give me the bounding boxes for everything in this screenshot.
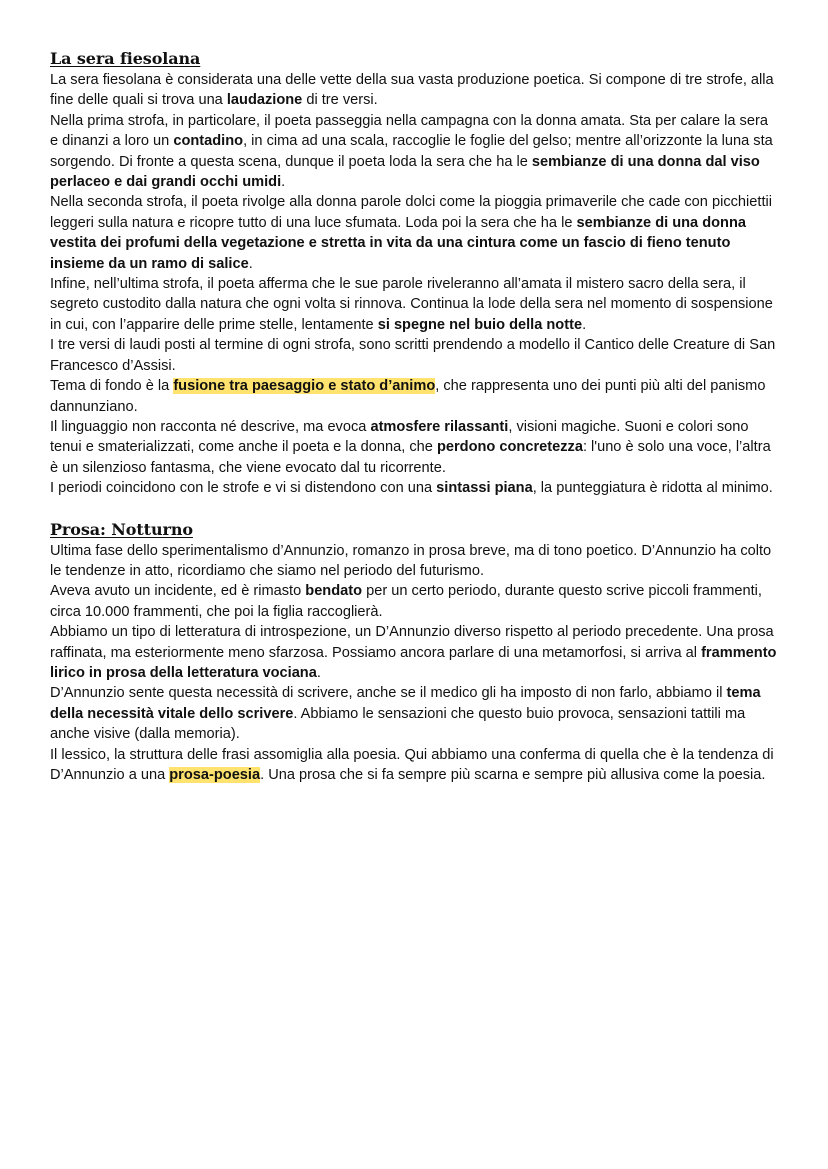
text-run: . [316, 664, 321, 681]
text-run: Nella prima strofa, in particolare, il poeta passeggia nella campagna con la donna amata. Sta per calare la sera e dinanzi a loro un [50, 112, 768, 150]
text-run: di tre versi. [302, 92, 378, 109]
text-run: La sera fiesolana è considerata una delle vette della sua vasta produzione poetica. Si compone di tre strofe, alla fine delle quali si trova una [50, 72, 774, 109]
section-spacer [50, 499, 780, 519]
text-run: per un certo periodo, durante questo scrive piccoli frammenti, circa 10.000 frammenti, che poi la figlia raccoglierà. [50, 583, 762, 620]
text-run: . [248, 255, 253, 272]
bold-text: frammento lirico in prosa della letteratura vociana [50, 644, 777, 681]
bold-text: si spegne nel buio della notte [377, 316, 583, 333]
text-run: Il lessico, la struttura delle frasi assomiglia alla poesia. Qui abbiamo una conferma di quella che è la tendenza di D’Annunzio a una [50, 746, 774, 783]
section-title-sera-fiesolana: La sera fiesolana [50, 49, 201, 68]
paragraph [50, 417, 780, 478]
text-run: Abbiamo un tipo di letteratura di introspezione, un D’Annunzio diverso rispetto al periodo precedente. Una prosa raffinata, ma esteriormente meno sfarzosa. Possiamo ancora parlare di una metamorfosi, si arriva al [50, 624, 774, 661]
paragraph: Ultima fase dello sperimentalismo d’Annunzio, romanzo in prosa breve, ma di tono poetico. D’Annunzio ha colto le tendenze in atto, ricordiamo che siamo nel periodo del futurismo. [50, 542, 772, 579]
text-run: , visioni magiche. Suoni e colori sono tenui e smaterializzati, come anche il poeta e la donna, che [50, 418, 749, 456]
paragraph [50, 274, 780, 335]
paragraph [50, 70, 780, 111]
bold-text: contadino [173, 133, 244, 150]
bold-text: perdono concretezza [436, 439, 583, 456]
paragraph [50, 111, 780, 193]
text-run: . [281, 174, 286, 191]
bold-text: atmosfere rilassanti [370, 418, 509, 435]
text-run: D’Annunzio sente questa necessità di scrivere, anche se il medico gli ha imposto di non farlo, abbiamo il [50, 685, 727, 702]
text-run: , la punteggiatura è ridotta al minimo. [532, 480, 773, 497]
bold-text: tema della necessità vitale dello scrivere [50, 685, 761, 722]
text-run: Tema di fondo è la [50, 378, 174, 395]
text-run: . Una prosa che si fa sempre più scarna e sempre più allusiva come la poesia. [260, 767, 766, 783]
highlighted-text: fusione tra paesaggio e stato d’animo [173, 378, 436, 395]
text-run: Aveva avuto un incidente, ed è rimasto [50, 583, 306, 600]
text-run: Nella seconda strofa, il poeta rivolge alla donna parole dolci come la pioggia primaverile che cade con picchiettii leggeri sulla natura e ricopre tutto di una luce sfumata. Loda poi la sera che ha le [50, 194, 772, 231]
text-run: . [582, 316, 587, 333]
highlighted-text: prosa-poesia [169, 767, 261, 783]
bold-text: sembianze di una donna vestita dei profumi della vegetazione e stretta in vita da una cintura come un fascio di fieno tenuto insieme da un ramo di salice [50, 214, 746, 272]
text-run: : l'uno è solo una voce, l’altra è un silenzioso fantasma, che viene evocato dal tu ricorrente. [50, 439, 771, 476]
bold-text: sintassi piana [436, 480, 533, 497]
paragraph [50, 745, 780, 786]
paragraph [50, 683, 780, 744]
bold-text: sembianze di una donna dal viso perlaceo e dai grandi occhi umidi [50, 153, 760, 191]
paragraph [50, 376, 780, 417]
paragraph [50, 478, 780, 498]
paragraph: I tre versi di laudi posti al termine di ogni strofa, sono scritti prendendo a modello il Cantico delle Creature di San Francesco d’Assisi. [50, 337, 776, 374]
text-run: Infine, nell’ultima strofa, il poeta afferma che le sue parole riveleranno all’amata il mistero sacro della sera, il segreto custodito dalla natura che ogni volta si rinnova. Continua la lode della sera nel momento di sospensione in cui, con l’apparire delle prime stelle, lentamente [50, 276, 773, 333]
section-title-notturno: Prosa: Notturno [50, 519, 193, 539]
text-run: . Abbiamo le sensazioni che questo buio provoca, sensazioni tattili ma anche visive (dalla memoria). [50, 705, 746, 743]
text-run: Il linguaggio non racconta né descrive, ma evoca [50, 418, 371, 435]
bold-text: bendato [305, 583, 363, 600]
paragraph [50, 581, 780, 622]
text-run: , che rappresenta uno dei punti più alti del panismo dannunziano. [50, 378, 766, 415]
document-page [50, 48, 780, 785]
bold-text: laudazione [226, 92, 303, 109]
text-run: I periodi coincidono con le strofe e vi si distendono con una [50, 480, 437, 497]
text-run: , in cima ad una scala, raccoglie le foglie del gelso; mentre all’orizzonte la luna sta sorgendo. Di fronte a questa scena, dunque il poeta loda la sera che ha le [50, 133, 773, 170]
paragraph [50, 192, 780, 274]
paragraph [50, 622, 780, 683]
